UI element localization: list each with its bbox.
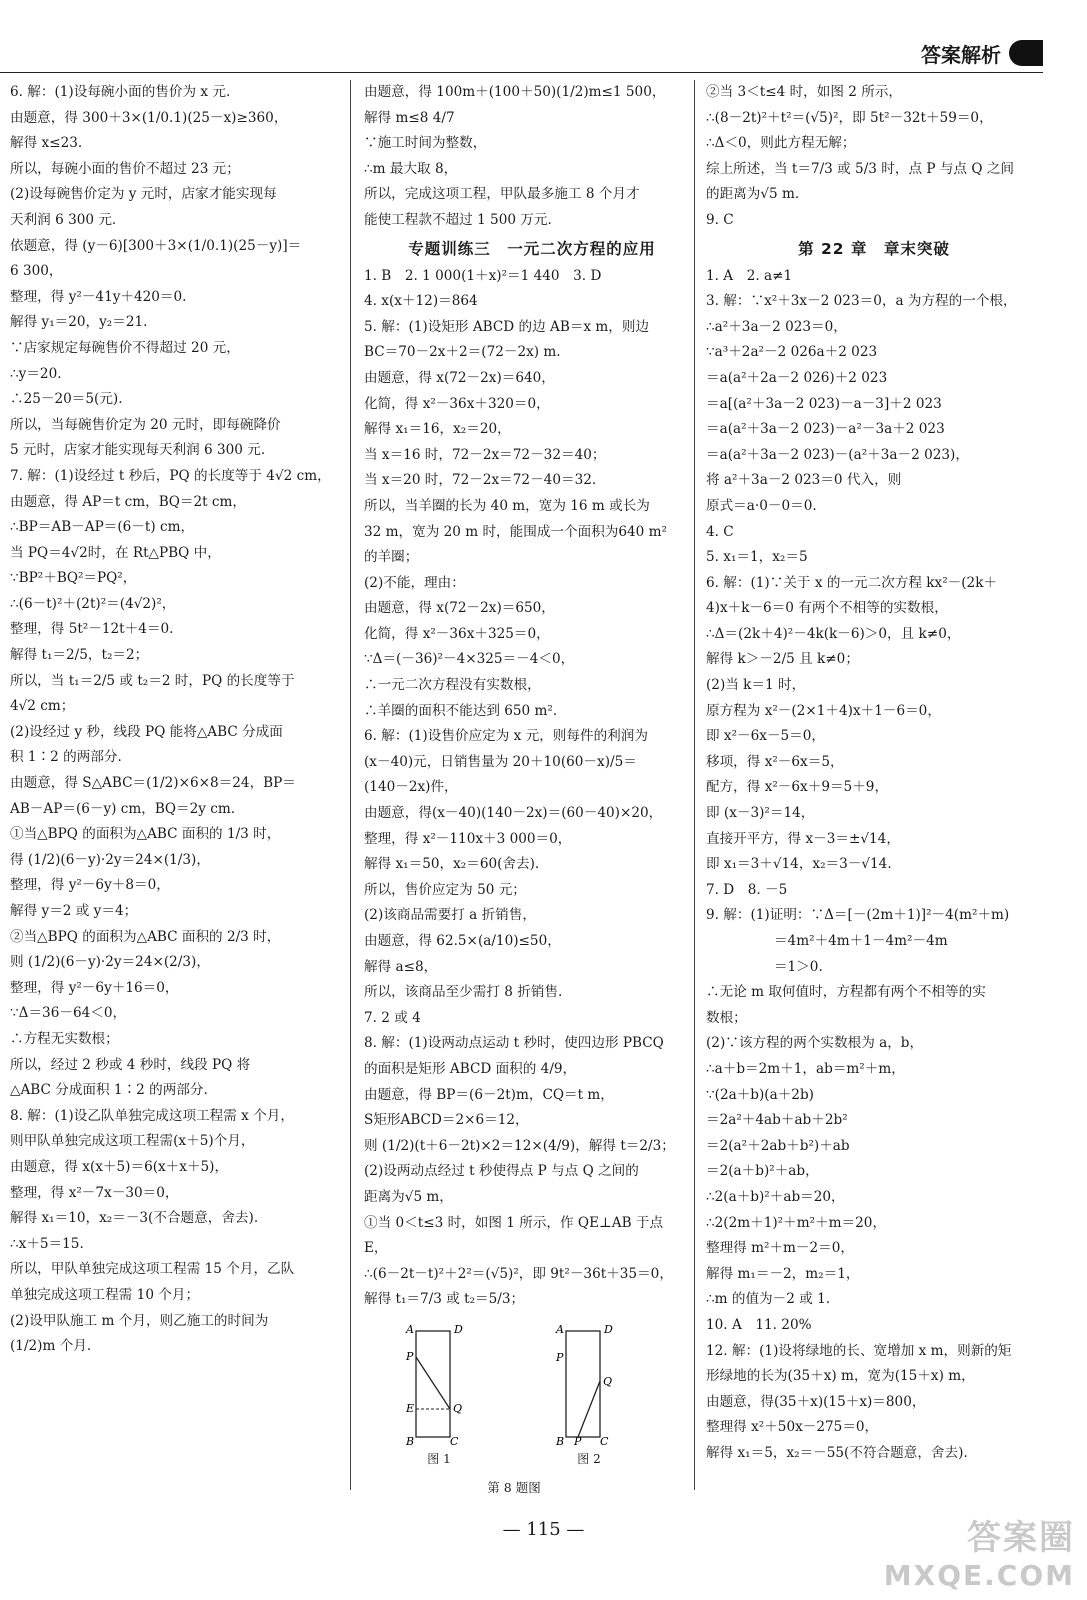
text-line: 的羊圈； <box>364 549 419 566</box>
text-line: 12. 解：(1)设将绿地的长、宽增加 x m，则新的矩 <box>706 1342 1012 1359</box>
text-line: 得 (1/2)(6－y)·2y＝24×(1/3)， <box>10 851 210 868</box>
fig2-point-p-top: P <box>556 1350 564 1364</box>
text-line: 原方程为 x²－(2×1＋4)x＋1－6＝0， <box>706 702 941 719</box>
text-line: 3. 解：∵x²＋3x－2 023＝0，a 为方程的一个根， <box>706 293 1017 310</box>
text-line: 9. C <box>706 211 734 228</box>
text-line: 由题意，得 100m＋(100＋50)(1/2)m≤1 500， <box>364 84 666 100</box>
text-line: 5. x₁＝1，x₂＝5 <box>706 549 808 566</box>
fig1-point-p: P <box>406 1349 414 1363</box>
fig1-point-c: C <box>450 1434 459 1447</box>
text-line: ＝a(a²＋3a－2 023)－(a²＋3a－2 023)， <box>706 446 969 463</box>
text-line: 由题意，得 x(72－2x)＝640， <box>364 369 555 386</box>
text-line: 则 (1/2)(6－y)·2y＝24×(2/3)， <box>10 954 210 971</box>
text-line: 所以，当羊圈的长为 40 m，宽为 16 m 或长为 <box>364 497 650 514</box>
text-line: 将 a²＋3a－2 023＝0 代入，则 <box>706 472 902 489</box>
column-left <box>10 80 346 1360</box>
text-line: 由题意，得 62.5×(a/10)≤50， <box>364 933 561 949</box>
text-line: 解得 x≤23. <box>10 135 83 152</box>
text-line: ∴2(a＋b)²＋ab＝20， <box>706 1188 845 1205</box>
text-line: (2)设经过 y 秒，线段 PQ 能将△ABC 分成面 <box>10 723 283 740</box>
text-line: (140－2x)件， <box>364 779 458 796</box>
text-line: ①当△BPQ 的面积为△ABC 面积的 1/3 时， <box>10 826 281 843</box>
text-line: 所以，完成这项工程，甲队最多施工 8 个月才 <box>364 186 640 203</box>
text-line: 直接开平方，得 x－3＝±√14， <box>706 830 900 847</box>
text-line: 由题意，得 x(72－2x)＝650， <box>364 600 555 617</box>
text-line: 则甲队单独完成这项工程需(x＋5)个月， <box>10 1133 255 1150</box>
text-line: 能使工程款不超过 1 500 万元. <box>364 211 552 228</box>
text-line: 形绿地的长为(35＋x) m，宽为(15＋x) m， <box>706 1368 975 1385</box>
text-line: 化简，得 x²－36x＋320＝0， <box>364 395 550 412</box>
text-line: 天利润 6 300 元. <box>10 211 117 228</box>
text-line: 1. B 2. 1 000(1＋x)²＝1 440 3. D <box>364 267 602 284</box>
text-line: 10. A 11. 20% <box>706 1316 812 1333</box>
text-line: 解得 m₁＝－2，m₂＝1， <box>706 1265 860 1282</box>
text-line: 8. 解：(1)设两动点运动 t 秒时，使四边形 PBCQ <box>364 1035 664 1052</box>
text-line: 即 x²－6x－5＝0， <box>706 728 826 745</box>
text-line: 解得 k＞－2/5 且 k≠0； <box>706 651 859 668</box>
text-line: ∴羊圈的面积不能达到 650 m². <box>364 702 558 719</box>
text-line: 整理，得 y²－6y＋16＝0， <box>10 979 179 996</box>
text-line: 解得 y＝2 或 y＝4； <box>10 903 138 919</box>
text-line: 当 x＝20 时，72－2x＝72－40＝32. <box>364 472 597 489</box>
text-line: (2)该商品需要打 a 折销售， <box>364 907 536 924</box>
text-line: 解得 x₁＝10，x₂＝－3(不合题意，舍去). <box>10 1210 259 1227</box>
text-line: ∴a＋b＝2m＋1，ab＝m²＋m， <box>706 1060 905 1077</box>
text-line: 距离为√5 m， <box>364 1188 453 1205</box>
text-line: E， <box>364 1240 388 1257</box>
text-line: 由题意，得 AP＝t cm，BQ＝2t cm， <box>10 493 246 510</box>
text-line: 7. D 8. －5 <box>706 881 788 898</box>
text-line: ∵a³＋2a²－2 026a＋2 023 <box>706 344 878 361</box>
text-line: ∴y＝20. <box>10 365 62 382</box>
text-line: ∵BP²＋BQ²＝PQ²， <box>10 570 137 587</box>
text-line: 整理，得 x²－110x＋3 000＝0， <box>364 830 572 847</box>
text-line: 由题意，得 x(x＋5)＝6(x＋x＋5)， <box>10 1158 229 1175</box>
figure-1-diagram <box>394 1319 484 1447</box>
text-line: 所以，甲队单独完成这项工程需 15 个月，乙队 <box>10 1261 295 1278</box>
text-line: 所以，售价应定为 50 元； <box>364 881 526 898</box>
figure-1 <box>394 1319 484 1473</box>
column-right <box>706 80 1042 1466</box>
text-line: 所以，该商品至少需打 8 折销售. <box>364 984 563 1001</box>
text-line: ＝2(a²＋2ab＋b²)＋ab <box>706 1137 850 1154</box>
text-line: 整理，得 5t²－12t＋4＝0. <box>10 621 174 638</box>
text-line: ①当 0＜t≤3 时，如图 1 所示，作 QE⊥AB 于点 <box>364 1214 664 1231</box>
text-line: ∴x＋5＝15. <box>10 1235 84 1252</box>
fig1-point-e: E <box>406 1401 415 1415</box>
text-line: ＝2a²＋4ab＋ab＋2b² <box>706 1112 848 1129</box>
text-line: ∵店家规定每碗售价不得超过 20 元， <box>10 339 240 356</box>
text-line: ∴25－20＝5(元). <box>10 391 123 408</box>
text-line: 4. C <box>706 523 734 540</box>
text-line: 综上所述，当 t＝7/3 或 5/3 时，点 P 与点 Q 之间 <box>706 160 1014 177</box>
fig2-point-p: P <box>574 1434 582 1447</box>
text-line: ∵施工时间为整数， <box>364 135 487 152</box>
text-line: 7. 2 或 4 <box>364 1009 421 1026</box>
text-line: 4√2 cm； <box>10 698 75 715</box>
text-line: ＝1＞0. <box>706 958 823 975</box>
text-line: 当 x＝16 时，72－2x＝72－32＝40； <box>364 446 606 463</box>
text-line: 整理，得 x²－7x－30＝0， <box>10 1184 179 1201</box>
text-line: ∵Δ＝(－36)²－4×325＝－4＜0， <box>364 651 575 668</box>
text-line: ∴m 最大取 8， <box>364 160 458 177</box>
text-line: ∴2(2m＋1)²＋m²＋m＝20， <box>706 1214 887 1231</box>
text-line: 解得 m≤8 4/7 <box>364 109 455 126</box>
text-line: 由题意，得 S△ABC＝(1/2)×6×8＝24，BP＝ <box>10 775 296 792</box>
text-line: (2)不能，理由： <box>364 574 465 591</box>
text-line: ∴方程无实数根； <box>10 1030 119 1047</box>
text-line: 化简，得 x²－36x＋325＝0， <box>364 625 550 642</box>
text-line: ∵(2a＋b)(a＋2b) <box>706 1086 814 1103</box>
text-line: 整理得 m²＋m－2＝0， <box>706 1240 855 1257</box>
figure-row <box>364 1319 664 1473</box>
figure-1-label: 图 1 <box>427 1451 451 1466</box>
text-line: 所以，经过 2 秒或 4 秒时，线段 PQ 将 <box>10 1056 251 1073</box>
text-line: 32 m，宽为 20 m 时，能围成一个面积为640 m² <box>364 523 667 540</box>
section-heading: 专题训练三 一元二次方程的应用 <box>408 239 656 258</box>
text-line: AB－AP＝(6－y) cm，BQ＝2y cm. <box>10 800 236 817</box>
text-line: ∴(6－t)²＋(2t)²＝(4√2)²， <box>10 595 176 612</box>
text-line: 解得 y₁＝20，y₂＝21. <box>10 314 148 331</box>
fig2-point-q: Q <box>603 1374 613 1388</box>
text-line: 5. 解：(1)设矩形 ABCD 的边 AB＝x m，则边 <box>364 318 650 335</box>
text-line: (2)当 k＝1 时， <box>706 677 806 694</box>
text-line: ∴Δ＜0，则此方程无解； <box>706 135 856 152</box>
chapter-heading: 第 22 章 章末突破 <box>798 239 950 258</box>
text-line: ∴(8－2t)²＋t²＝(√5)²，即 5t²－32t＋59＝0， <box>706 109 993 126</box>
text-line: 整理，得 y²－41y＋420＝0. <box>10 288 187 305</box>
text-line: 即 (x－3)²＝14， <box>706 805 815 822</box>
text-line: 1. A 2. a≠1 <box>706 267 793 284</box>
column-divider <box>350 80 351 1490</box>
text-line: 整理，得 y²－6y＋8＝0， <box>10 877 170 894</box>
text-line: 所以，当 t₁＝2/5 或 t₂＝2 时，PQ 的长度等于 <box>10 672 295 689</box>
text-line: 4. x(x＋12)＝864 <box>364 293 478 310</box>
fig1-point-a: A <box>406 1322 414 1336</box>
text-line: 由题意，得(x－40)(140－2x)＝(60－40)×20， <box>364 805 663 822</box>
text-line: 6. 解：(1)∵关于 x 的一元二次方程 kx²－(2k＋ <box>706 574 998 591</box>
page-number: — 115 — <box>502 1519 585 1540</box>
text-line: 4)x＋k－6＝0 有两个不相等的实数根， <box>706 600 948 617</box>
text-line: ②当△BPQ 的面积为△ABC 面积的 2/3 时， <box>10 928 281 945</box>
fig1-point-q: Q <box>453 1401 463 1415</box>
page-header <box>921 38 1043 68</box>
text-line: 解得 x₁＝16，x₂＝20， <box>364 421 511 438</box>
text-line: 整理得 x²＋50x－275＝0， <box>706 1419 879 1436</box>
text-line: ∴m 的值为－2 或 1. <box>706 1291 831 1308</box>
text-line: ∴Δ＝(2k＋4)²－4k(k－6)＞0，且 k≠0， <box>706 625 961 642</box>
text-line: 原式＝a·0－0＝0. <box>706 497 817 514</box>
text-line: 依题意，得 (y－6)[300＋3×(1/0.1)(25－y)]＝ <box>10 237 302 254</box>
header-rule <box>0 72 1043 73</box>
text-line: 5 元时，店家才能实现每天利润 6 300 元. <box>10 442 266 459</box>
text-line: 移项，得 x²－6x＝5， <box>706 753 844 770</box>
text-line: 6. 解：(1)设售价应定为 x 元，则每件的利润为 <box>364 728 648 745</box>
fig2-point-b: B <box>556 1434 565 1447</box>
text-line: (x－40)元，日销售量为 20＋10(60－x)/5＝ <box>364 753 637 770</box>
text-line: 的面积是矩形 ABCD 面积的 4/9， <box>364 1060 577 1077</box>
text-line: BC＝70－2x＋2＝(72－2x) m. <box>364 344 561 361</box>
figure-2-label: 图 2 <box>577 1451 601 1466</box>
column-middle <box>364 80 700 1500</box>
text-line: 则 (1/2)(t＋6－2t)×2＝12×(4/9)，解得 t＝2/3； <box>364 1137 675 1154</box>
text-line: 解得 t₁＝2/5，t₂＝2； <box>10 647 149 664</box>
text-line: 即 x₁＝3＋√14，x₂＝3－√14. <box>706 856 892 873</box>
text-line: 单独完成这项工程需 10 个月； <box>10 1286 200 1303</box>
text-line: ∴BP＝AB－AP＝(6－t) cm， <box>10 519 195 536</box>
text-line: 由题意，得(35＋x)(15＋x)＝800， <box>706 1393 926 1410</box>
text-line: 由题意，得 BP＝(6－2t)m，CQ＝t m， <box>364 1086 614 1103</box>
text-line: 配方，得 x²－6x＋9＝5＋9， <box>706 779 889 796</box>
text-line: 9. 解：(1)证明：∵Δ＝[－(2m＋1)]²－4(m²＋m) <box>706 907 1010 924</box>
header-tab-marker <box>1009 40 1043 66</box>
text-line: 8. 解：(1)设乙队单独完成这项工程需 x 个月， <box>10 1107 294 1124</box>
text-line: ＝2(a＋b)²＋ab， <box>706 1163 819 1180</box>
text-line: (2)设甲队施工 m 个月，则乙施工的时间为 <box>10 1312 269 1329</box>
text-line: △ABC 分成面积 1∶2 的两部分. <box>10 1082 208 1099</box>
header-title: 答案解析 <box>921 42 1001 67</box>
text-line: (2)∵该方程的两个实数根为 a，b， <box>706 1035 924 1052</box>
text-line: 的距离为√5 m. <box>706 186 800 203</box>
text-line: ∴(6－2t－t)²＋2²＝(√5)²，即 9t²－36t＋35＝0， <box>364 1265 673 1282</box>
fig1-point-b: B <box>406 1434 415 1447</box>
figure-2-diagram <box>544 1319 634 1447</box>
text-line: 数根； <box>706 1009 747 1026</box>
text-line: ②当 3＜t≤4 时，如图 2 所示， <box>706 84 903 100</box>
text-line: ＝a(a²＋3a－2 023)－a²－3a＋2 023 <box>706 421 945 438</box>
text-line: (1/2)m 个月. <box>10 1338 92 1355</box>
text-line: 6 300， <box>10 263 63 280</box>
fig2-point-d: D <box>604 1322 613 1336</box>
text-line: ＝a(a²＋2a－2 026)＋2 023 <box>706 369 888 386</box>
text-line: 所以，当每碗售价定为 20 元时，即每碗降价 <box>10 416 281 433</box>
text-line: 解得 x₁＝5，x₂＝－55(不符合题意，舍去). <box>706 1444 968 1461</box>
text-line: 当 PQ＝4√2时，在 Rt△PBQ 中， <box>10 544 221 561</box>
figure-caption: 第 8 题图 <box>487 1479 541 1495</box>
text-line: 7. 解：(1)设经过 t 秒后，PQ 的长度等于 4√2 cm， <box>10 467 331 484</box>
figure-2 <box>544 1319 634 1473</box>
watermark <box>884 1510 1075 1592</box>
text-line: ∴一元二次方程没有实数根， <box>364 677 541 694</box>
text-line: ＝a[(a²＋3a－2 023)－a－3]＋2 023 <box>706 395 942 412</box>
fig1-point-d: D <box>454 1322 463 1336</box>
text-line: 所以，每碗小面的售价不超过 23 元； <box>10 160 240 177</box>
watermark-url: MXQE.COM <box>883 1559 1075 1592</box>
text-line: 由题意，得 300＋3×(1/0.1)(25－x)≥360， <box>10 109 288 126</box>
text-line: 解得 x₁＝50，x₂＝60(舍去). <box>364 856 540 873</box>
text-line: ∴无论 m 取何值时，方程都有两个不相等的实 <box>706 984 986 1001</box>
text-line: 6. 解：(1)设每碗小面的售价为 x 元. <box>10 84 231 100</box>
text-line: 解得 a≤8， <box>364 958 438 975</box>
fig2-point-c: C <box>600 1434 609 1447</box>
text-line: 解得 t₁＝7/3 或 t₂＝5/3； <box>364 1291 525 1308</box>
watermark-logo: 答案圈 <box>967 1518 1075 1558</box>
text-line: ＝4m²＋4m＋1－4m²－4m <box>706 933 948 949</box>
text-line: (2)设两动点经过 t 秒使得点 P 与点 Q 之间的 <box>364 1163 639 1180</box>
text-line: 积 1∶2 的两部分. <box>10 749 122 766</box>
fig2-point-a: A <box>556 1322 564 1336</box>
text-line: ∵Δ＝36－64＜0， <box>10 1005 127 1022</box>
text-line: S矩形ABCD＝2×6＝12， <box>364 1112 529 1129</box>
text-line: (2)设每碗售价定为 y 元时，店家才能实现每 <box>10 186 277 203</box>
text-line: ∴a²＋3a－2 023＝0， <box>706 318 847 335</box>
